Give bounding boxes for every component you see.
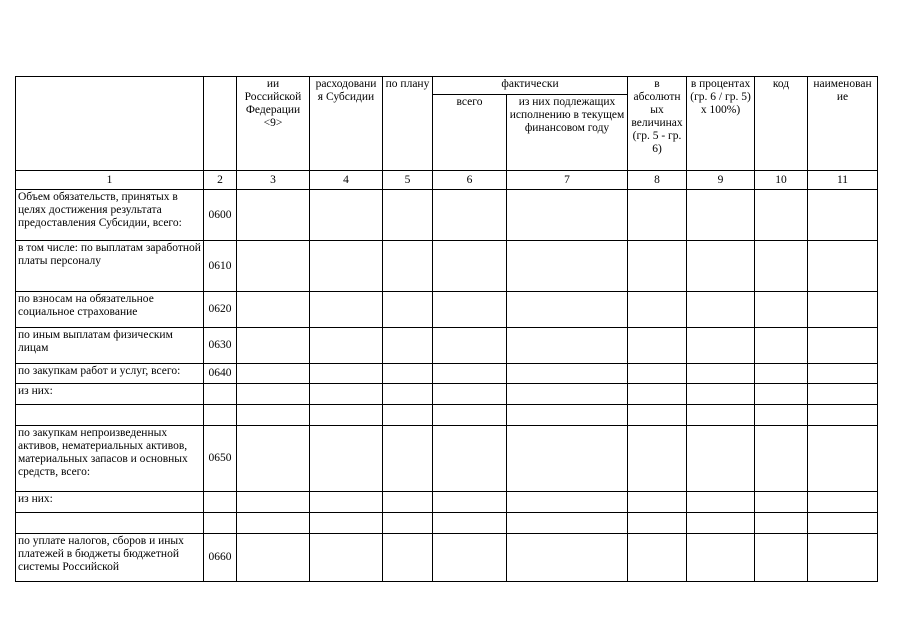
table-cell[interactable] xyxy=(237,405,310,426)
row-code: 0600 xyxy=(204,190,237,241)
table-cell[interactable] xyxy=(383,328,433,364)
table-cell[interactable] xyxy=(755,513,808,534)
table-cell[interactable] xyxy=(237,190,310,241)
row-code: 0650 xyxy=(204,426,237,492)
table-cell[interactable] xyxy=(507,364,628,384)
row-code: 0610 xyxy=(204,241,237,292)
table-cell[interactable] xyxy=(808,534,878,582)
row-code: 0620 xyxy=(204,292,237,328)
table-cell[interactable] xyxy=(433,534,507,582)
table-cell[interactable] xyxy=(808,513,878,534)
header-row-1 xyxy=(16,77,878,95)
table-cell[interactable] xyxy=(687,426,755,492)
table-row xyxy=(16,292,878,328)
row-label xyxy=(16,513,204,534)
table-cell[interactable] xyxy=(237,384,310,405)
table-cell[interactable] xyxy=(507,492,628,513)
row-label xyxy=(16,405,204,426)
col-number: 1 xyxy=(16,171,204,190)
row-label: по закупкам работ и услуг, всего: xyxy=(16,364,204,384)
col-number: 2 xyxy=(204,171,237,190)
header-col9: в процентах (гр. 6 / гр. 5) x 100%) xyxy=(687,77,755,171)
col-number: 5 xyxy=(383,171,433,190)
header-col7: из них подлежащих исполнению в текущем финансовом году xyxy=(507,95,628,171)
table-cell[interactable] xyxy=(310,292,383,328)
col-number: 6 xyxy=(433,171,507,190)
table-cell[interactable] xyxy=(237,364,310,384)
table-cell[interactable] xyxy=(808,364,878,384)
table-cell[interactable] xyxy=(383,384,433,405)
table-body xyxy=(16,190,878,582)
table-cell[interactable] xyxy=(507,405,628,426)
table-cell[interactable] xyxy=(687,384,755,405)
column-number-row xyxy=(16,171,878,190)
col-number: 11 xyxy=(808,171,878,190)
table-cell[interactable] xyxy=(433,405,507,426)
table-cell[interactable] xyxy=(310,384,383,405)
table-row xyxy=(16,241,878,292)
table-cell[interactable] xyxy=(755,328,808,364)
table-cell[interactable] xyxy=(310,190,383,241)
table-cell[interactable] xyxy=(687,328,755,364)
table-cell[interactable] xyxy=(628,292,687,328)
table-cell[interactable] xyxy=(628,384,687,405)
header-fact-group: фактически xyxy=(433,77,628,95)
table-cell[interactable] xyxy=(755,364,808,384)
table-cell[interactable] xyxy=(628,364,687,384)
table-cell[interactable] xyxy=(808,241,878,292)
row-code xyxy=(204,384,237,405)
table-cell[interactable] xyxy=(433,292,507,328)
table-cell[interactable] xyxy=(383,492,433,513)
table-cell[interactable] xyxy=(628,190,687,241)
table-row xyxy=(16,384,878,405)
table-cell[interactable] xyxy=(433,364,507,384)
table-cell[interactable] xyxy=(310,513,383,534)
table-cell[interactable] xyxy=(755,241,808,292)
row-label: по уплате налогов, сборов и иных платежей в бюджеты бюджетной системы Российской xyxy=(16,534,204,582)
row-label: по взносам на обязательное социальное страхование xyxy=(16,292,204,328)
row-code: 0640 xyxy=(204,364,237,384)
table-cell[interactable] xyxy=(507,513,628,534)
table-cell[interactable] xyxy=(628,426,687,492)
table-cell[interactable] xyxy=(433,426,507,492)
table-cell[interactable] xyxy=(433,492,507,513)
table-cell[interactable] xyxy=(628,405,687,426)
table-cell[interactable] xyxy=(383,534,433,582)
col-number: 7 xyxy=(507,171,628,190)
table-cell[interactable] xyxy=(808,405,878,426)
table-cell[interactable] xyxy=(687,241,755,292)
table-cell[interactable] xyxy=(507,384,628,405)
table-cell[interactable] xyxy=(687,534,755,582)
table-cell[interactable] xyxy=(383,513,433,534)
header-col4: расходовани я Субсидии xyxy=(310,77,383,171)
table-cell[interactable] xyxy=(433,328,507,364)
table-cell[interactable] xyxy=(755,292,808,328)
table-cell[interactable] xyxy=(755,534,808,582)
table-row xyxy=(16,492,878,513)
col-number: 3 xyxy=(237,171,310,190)
row-code xyxy=(204,405,237,426)
table-cell[interactable] xyxy=(755,405,808,426)
table-cell[interactable] xyxy=(507,328,628,364)
table-cell[interactable] xyxy=(383,292,433,328)
table-cell[interactable] xyxy=(383,190,433,241)
table-cell[interactable] xyxy=(808,328,878,364)
table-cell[interactable] xyxy=(808,190,878,241)
header-col8: в абсолютн ых величинах (гр. 5 - гр. 6) xyxy=(628,77,687,171)
header-col2 xyxy=(204,77,237,171)
table-cell[interactable] xyxy=(237,492,310,513)
table-row xyxy=(16,513,878,534)
table-cell[interactable] xyxy=(383,426,433,492)
row-code xyxy=(204,492,237,513)
table-row xyxy=(16,426,878,492)
table-cell[interactable] xyxy=(808,384,878,405)
row-label: по закупкам непроизведенных активов, нематериальных активов, материальных запасов и основных средств, всего: xyxy=(16,426,204,492)
table-row xyxy=(16,190,878,241)
header-col5: по плану xyxy=(383,77,433,171)
header-col10: код xyxy=(755,77,808,171)
table-row xyxy=(16,534,878,582)
table-cell[interactable] xyxy=(687,292,755,328)
table-cell[interactable] xyxy=(507,190,628,241)
table-cell[interactable] xyxy=(433,384,507,405)
row-label: из них: xyxy=(16,384,204,405)
table-cell[interactable] xyxy=(433,190,507,241)
table-cell[interactable] xyxy=(383,241,433,292)
table-cell[interactable] xyxy=(755,190,808,241)
table-cell[interactable] xyxy=(687,405,755,426)
table-cell[interactable] xyxy=(237,513,310,534)
table-cell[interactable] xyxy=(383,364,433,384)
table-cell[interactable] xyxy=(433,513,507,534)
row-label: Объем обязательств, принятых в целях достижения результата предоставления Субсидии, всего: xyxy=(16,190,204,241)
table-cell[interactable] xyxy=(310,241,383,292)
table-cell[interactable] xyxy=(687,513,755,534)
table-cell[interactable] xyxy=(687,492,755,513)
table-cell[interactable] xyxy=(310,364,383,384)
table-cell[interactable] xyxy=(507,241,628,292)
table-cell[interactable] xyxy=(808,426,878,492)
table-cell[interactable] xyxy=(687,364,755,384)
table-cell[interactable] xyxy=(237,292,310,328)
table-cell[interactable] xyxy=(755,426,808,492)
row-code: 0630 xyxy=(204,328,237,364)
table-cell[interactable] xyxy=(628,492,687,513)
table-cell[interactable] xyxy=(310,426,383,492)
col-number: 4 xyxy=(310,171,383,190)
col-number: 9 xyxy=(687,171,755,190)
header-col1 xyxy=(16,77,204,171)
header-col3: ии Российской Федерации <9> xyxy=(237,77,310,171)
table-cell[interactable] xyxy=(507,426,628,492)
table-cell[interactable] xyxy=(755,492,808,513)
table-cell[interactable] xyxy=(310,492,383,513)
table-cell[interactable] xyxy=(310,405,383,426)
table-row xyxy=(16,405,878,426)
table-row xyxy=(16,364,878,384)
header-col11: наименован ие xyxy=(808,77,878,171)
row-label: в том числе: по выплатам заработной платы персоналу xyxy=(16,241,204,292)
row-code xyxy=(204,513,237,534)
table-cell[interactable] xyxy=(507,534,628,582)
table-cell[interactable] xyxy=(687,190,755,241)
col-number: 8 xyxy=(628,171,687,190)
table-cell[interactable] xyxy=(628,241,687,292)
obligations-table xyxy=(15,76,878,582)
table-cell[interactable] xyxy=(755,384,808,405)
table-cell[interactable] xyxy=(628,513,687,534)
row-code: 0660 xyxy=(204,534,237,582)
table-cell[interactable] xyxy=(237,241,310,292)
table-row xyxy=(16,328,878,364)
table-cell[interactable] xyxy=(808,492,878,513)
row-label: по иным выплатам физическим лицам xyxy=(16,328,204,364)
table-cell[interactable] xyxy=(237,426,310,492)
table-cell[interactable] xyxy=(507,292,628,328)
table-cell[interactable] xyxy=(808,292,878,328)
header-col6: всего xyxy=(433,95,507,171)
table-cell[interactable] xyxy=(433,241,507,292)
table-cell[interactable] xyxy=(310,328,383,364)
table-cell[interactable] xyxy=(237,328,310,364)
table-cell[interactable] xyxy=(383,405,433,426)
table-cell[interactable] xyxy=(310,534,383,582)
row-label: из них: xyxy=(16,492,204,513)
col-number: 10 xyxy=(755,171,808,190)
table-cell[interactable] xyxy=(628,534,687,582)
table-cell[interactable] xyxy=(237,534,310,582)
table-cell[interactable] xyxy=(628,328,687,364)
